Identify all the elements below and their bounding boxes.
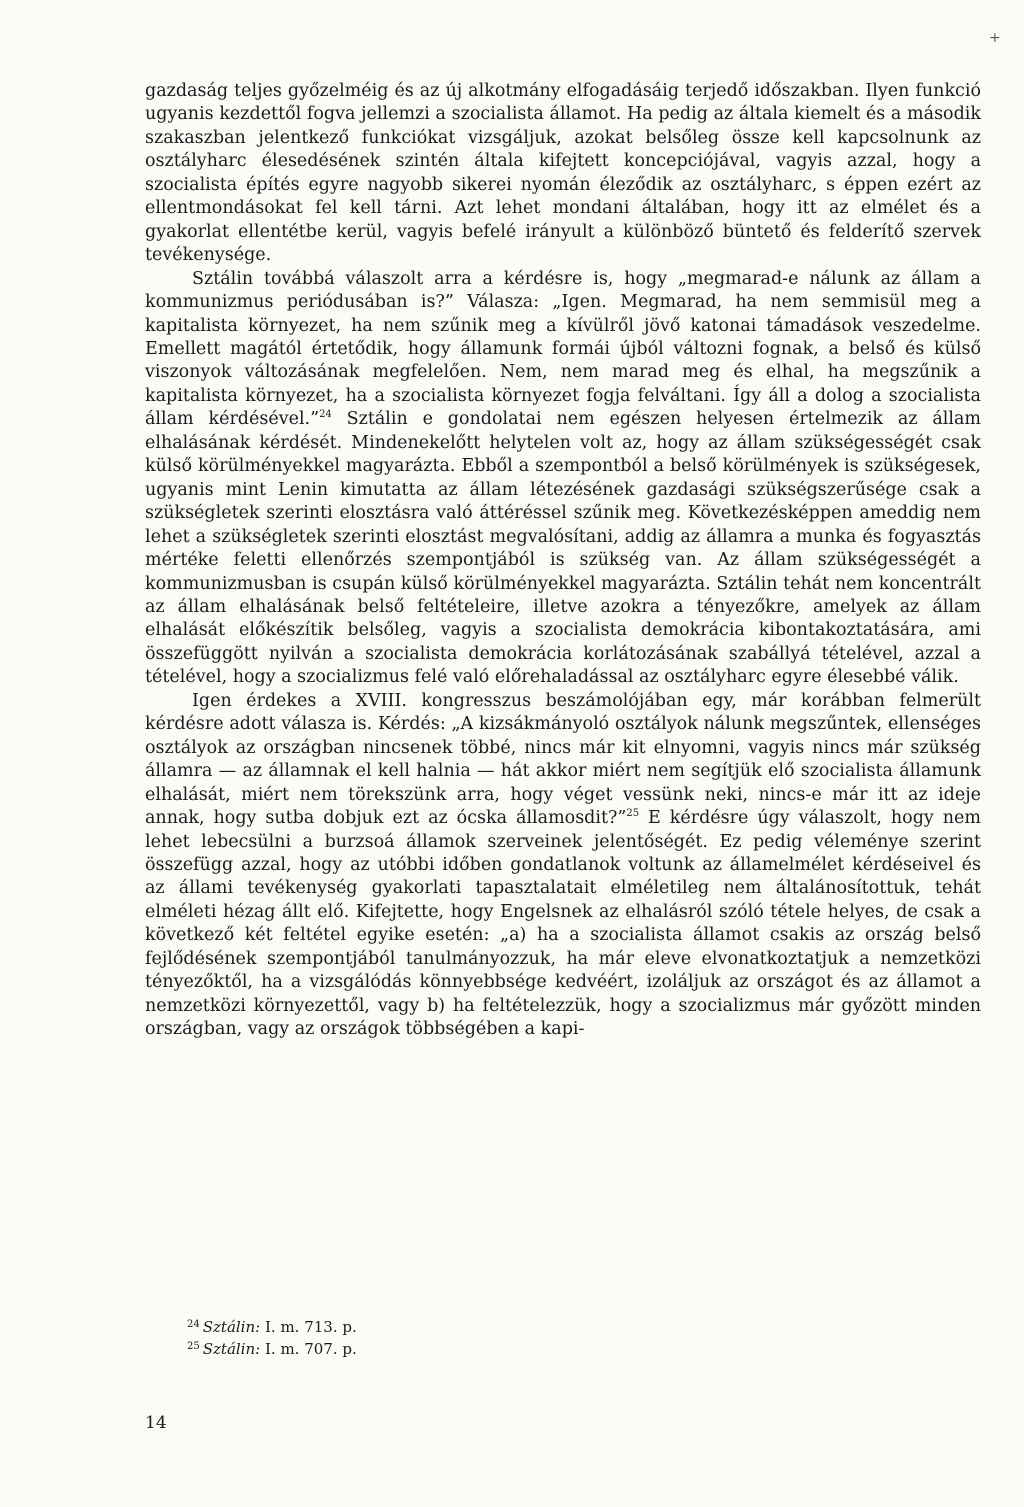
paragraph-text: Igen érdekes a XVIII. kongresszus beszámolójában egy, már korábban felmerült kérdésre adott válasza is. Kérdés: „A kizsákmányoló osztályok nálunk megszűntek, ellenséges osztályok az országban nincsenek többé, nincs már kit elnyomni, vagyis nincs már szükség államra — az államnak el kell halnia — hát akkor miért nem segítjük elő szocialista államunk elhalását, miért nem törekszünk arra, hogy véget vessünk neki, nincs-e már itt az ideje annak, hogy sutba dobjuk ezt az ócska államosdit?” [145, 690, 981, 829]
footnote [187, 1337, 687, 1359]
paragraph-text: Sztálin e gondolatai nem egészen helyesen értelmezik az állam elhalásának kérdését. Mindenekelőtt helytelen volt az, hogy az állam szükségességét csak külső körülményekkel magyarázta. Ebből a szempontból a belső körülmények is szükségesek, ugyanis mint Lenin kimutatta az állam létezésének gazdasági szükségszerűsége csak a szükségletek szerinti elosztásra való áttéréssel szűnik meg. Következésképpen ameddig nem lehet a szükségletek szerinti elosztást megvalósítani, addig az államra a munka és fogyasztás mértéke feletti ellenőrzés szempontjából is szükség van. Az állam szükségességét a kommunizmusban is csupán külső körülményekkel magyarázta. Sztálin tehát nem koncentrált az állam elhalásának belső feltételeire, illetve azokra a tényezőkre, amelyek az állam elhalását előkészítik belsőleg, vagyis a szocialista demokrácia kibontakoztatására, ami összefüggött nyilván a szocialista demokrácia korlátozásának szabállyá tételével, azzal a tételével, hogy a szocializmus felé való előrehaladással az osztályharc egyre élesebbé válik. [145, 409, 982, 688]
paragraph-text: gazdaság teljes győzelméig és az új alkotmány elfogadásáig terjedő időszakban. Ilyen funkció ugyanis kezdettől fogva jellemzi a szocialista államot. Ha pedig az általa kiemelt és a második szakaszban jelentkező funkciókat vizsgáljuk, azokat belsőleg össze kell kapcsolnunk az osztályharc élesedésének szintén általa kifejtett koncepciójával, vagyis azzal, hogy a szocialista építés egyre nagyobb sikerei nyomán éleződik az osztályharc, s éppen ezért az ellentmondásokat fel kell tárni. Azt lehet mondani általában, hogy itt az elmélet és a gyakorlat ellentétbe kerül, vagyis befelé irányult a különböző büntető és felderítő szervek tevékenysége. [145, 81, 981, 266]
paragraph [145, 80, 981, 268]
paragraph [145, 690, 981, 1042]
footnote-author: Sztálin: [202, 1318, 261, 1336]
paragraph-text: Sztálin továbbá válaszolt arra a kérdésre is, hogy „megmarad-e nálunk az állam a kommunizmus periódusában is?” Válasza: „Igen. Megmarad, ha nem semmisül meg a kapitalista környezet, ha nem szűnik meg a kívülről jövő katonai támadások veszedelme. Emellett magától értetődik, hogy államunk formái újból változni fognak, a belső és külső viszonyok változásának megfelelően. Nem, nem marad meg és elhal, ha megszűnik a kapitalista környezet, ha a szocialista környezet fogja felváltani. Így áll a dolog a szocialista állam kérdésével.” [145, 268, 981, 430]
body-text [145, 80, 981, 1042]
footnote-number: 25 [187, 1341, 200, 1352]
footnote-reference: 25 [626, 808, 640, 820]
paragraph [145, 268, 981, 690]
footnote-reference-text: I. m. 713. p. [264, 1318, 357, 1336]
footnote-number: 24 [187, 1319, 200, 1330]
paragraph-text: E kérdésre úgy válaszolt, hogy nem lehet lebecsülni a burzsoá államok szerveinek jelentőségét. Ez pedig véleménye szerint összefügg azzal, hogy az utóbbi időben gondatlanok voltunk az államelmélet kérdéseivel és az állami tevékenység gyakorlati tapasztalatait elméletileg nem általánosítottuk, tehát elméleti hézag állt elő. Kifejtette, hogy Engelsnek az elhalásról szóló tétele helyes, de csak a következő két feltétel egyike esetén: „a) ha a szocialista államot csakis az ország belső fejlődésének szempontjából tanulmányozzuk, ha már eleve elvonatkoztatjuk a nemzetközi tényezőktől, ha a vizsgálódás könnyebbsége kedvéért, izoláljuk az országot és az államot a nemzetközi környezettől, vagy b) ha feltételezzük, hogy a szocializmus már győzött minden országban, vagy az országok többségében a kapi- [145, 808, 981, 1040]
footnote [187, 1315, 687, 1337]
margin-mark: + [989, 30, 1001, 46]
footnote-reference-text: I. m. 707. p. [264, 1340, 357, 1358]
footnote-author: Sztálin: [202, 1340, 261, 1358]
footnote-reference: 24 [319, 409, 332, 421]
page-number: 14 [145, 1413, 167, 1433]
footnotes [187, 1315, 687, 1359]
